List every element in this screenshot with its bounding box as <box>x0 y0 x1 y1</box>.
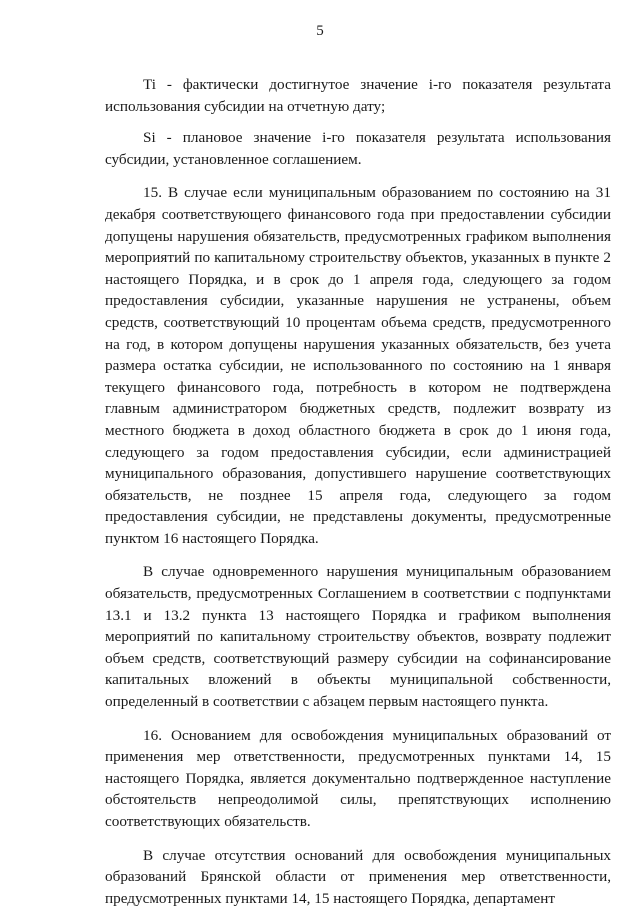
paragraph-simultaneous-violation: В случае одновременного нарушения муниципальным образованием обязательств, предусмотренных Соглашением в соответствии с подпунктами 13.1 и 13.2 пункта 13 настоящего Порядка и графиком выполнения мероприятий по капитальному строительству объектов, возврату подлежит объем средств, соответствующий размеру субсидии на софинансирование капитальных вложений в объекты муниципальной собственности, определенный в соответствии с абзацем первым настоящего пункта. <box>105 563 611 711</box>
paragraph-clause-16: 16. Основанием для освобождения муниципальных образований от применения мер ответственности, предусмотренных пунктами 14, 15 настоящего Порядка, является документально подтвержденное наступление обстоятельств непреодолимой силы, препятствующих исполнению соответствующих обязательств. <box>105 726 611 830</box>
paragraph-ti-definition: Ti - фактически достигнутое значение i-го показателя результата использования субсидии на отчетную дату; <box>105 76 611 115</box>
document-body <box>105 74 611 919</box>
paragraph-si-definition: Si - плановое значение i-го показателя результата использования субсидии, установленное соглашением. <box>105 129 611 168</box>
paragraph-absence-of-grounds: В случае отсутствия оснований для освобождения муниципальных образований Брянской области от применения мер ответственности, предусмотренных пунктами 14, 15 настоящего Порядка, департамент <box>105 846 611 907</box>
paragraph-clause-15: 15. В случае если муниципальным образованием по состоянию на 31 декабря соответствующего финансового года при предоставлении субсидии допущены нарушения обязательств, предусмотренных графиком выполнения мероприятий по капитальному строительству объектов, указанных в пункте 2 настоящего Порядка, и в срок до 1 апреля года, следующего за годом предоставления субсидии, указанные нарушения не устранены, объем средств, соответствующий 10 процентам объема средств, предусмотренного на год, в котором допущены нарушения указанных обязательств, без учета размера остатка субсидии, не использованного по состоянию на 1 января текущего финансового года, потребность в котором не подтверждена главным администратором бюджетных средств, подлежит возврату из местного бюджета в доход областного бюджета в срок до 1 июня года, следующего за годом предоставления субсидии, если администрацией муниципального образования, допустившего нарушение соответствующих обязательств, не позднее 15 апреля года, следующего за годом предоставления субсидии, не представлены документы, предусмотренные пунктом 16 настоящего Порядка. <box>105 184 611 547</box>
page-number: 5 <box>316 23 324 39</box>
